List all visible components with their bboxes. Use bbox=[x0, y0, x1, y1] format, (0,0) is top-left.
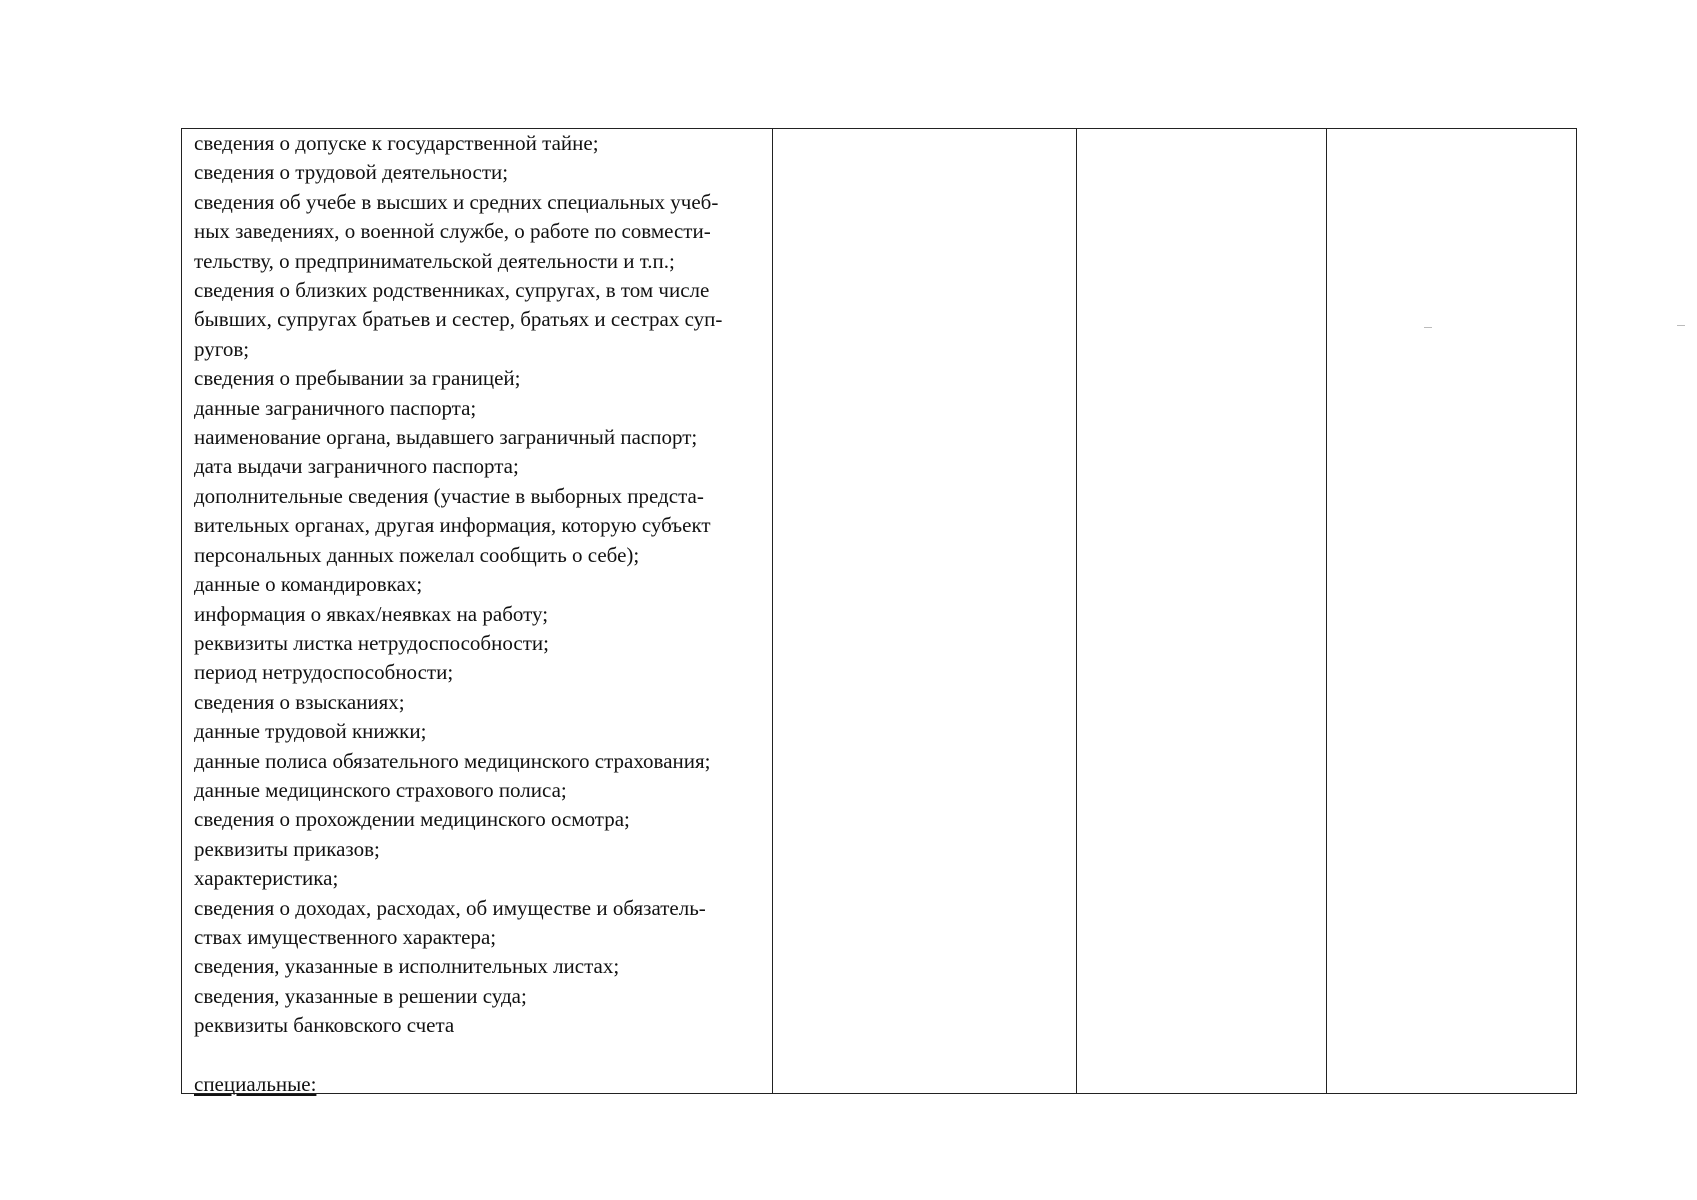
table-row bbox=[182, 129, 1577, 1094]
list-item: период нетрудоспособности; bbox=[194, 660, 454, 685]
list-item: данные медицинского страхового полиса; bbox=[194, 777, 567, 802]
list-item: реквизиты листка нетрудоспособности; bbox=[194, 630, 549, 655]
list-item: сведения, указанные в решении суда; bbox=[194, 983, 527, 1008]
list-item: ных заведениях, о военной службе, о работе по совмести- bbox=[194, 219, 711, 244]
personal-data-list bbox=[182, 129, 772, 1096]
list-item: сведения о прохождении медицинского осмотра; bbox=[194, 807, 630, 832]
list-item: сведения о близких родственниках, супругах, в том числе bbox=[194, 278, 710, 303]
list-item: ругов; bbox=[194, 336, 250, 361]
table-cell-empty-2 bbox=[773, 129, 1077, 1094]
scan-artifact-container bbox=[1327, 129, 1576, 1093]
list-item: наименование органа, выдавшего заграничный паспорт; bbox=[194, 425, 698, 450]
list-item: персональных данных пожелал сообщить о себе); bbox=[194, 542, 640, 567]
scan-speck bbox=[1424, 327, 1432, 328]
list-item: характеристика; bbox=[194, 866, 339, 891]
special-category-label: специальные: bbox=[194, 1071, 317, 1096]
list-item: сведения о взысканиях; bbox=[194, 689, 405, 714]
list-item: данные заграничного паспорта; bbox=[194, 395, 477, 420]
document-table bbox=[181, 128, 1577, 1094]
list-item: данные трудовой книжки; bbox=[194, 719, 427, 744]
blank-line bbox=[194, 1041, 760, 1070]
list-item: ствах имущественного характера; bbox=[194, 924, 497, 949]
list-item: дата выдачи заграничного паспорта; bbox=[194, 454, 519, 479]
list-item: вительных органах, другая информация, которую субъект bbox=[194, 513, 711, 538]
list-item: реквизиты банковского счета bbox=[194, 1013, 455, 1038]
table-cell-empty-4 bbox=[1327, 129, 1577, 1094]
list-item: данные полиса обязательного медицинского страхования; bbox=[194, 748, 711, 773]
list-item: дополнительные сведения (участие в выборных предста- bbox=[194, 483, 704, 508]
table-cell-personal-data-list bbox=[182, 129, 773, 1094]
list-item: сведения об учебе в высших и средних специальных учеб- bbox=[194, 189, 719, 214]
list-item: бывших, супругах братьев и сестер, братьях и сестрах суп- bbox=[194, 307, 723, 332]
list-item: сведения о допуске к государственной тайне; bbox=[194, 131, 599, 155]
table-cell-empty-3 bbox=[1077, 129, 1327, 1094]
list-item: информация о явках/неявках на работу; bbox=[194, 601, 549, 626]
list-item: сведения о трудовой деятельности; bbox=[194, 160, 509, 185]
list-item: реквизиты приказов; bbox=[194, 836, 380, 861]
scan-speck bbox=[1677, 325, 1685, 326]
list-item: тельству, о предпринимательской деятельности и т.п.; bbox=[194, 248, 675, 273]
list-item: сведения о пребывании за границей; bbox=[194, 366, 521, 391]
list-item: данные о командировках; bbox=[194, 572, 423, 597]
list-item: сведения, указанные в исполнительных листах; bbox=[194, 954, 620, 979]
list-item: сведения о доходах, расходах, об имуществе и обязатель- bbox=[194, 895, 706, 920]
